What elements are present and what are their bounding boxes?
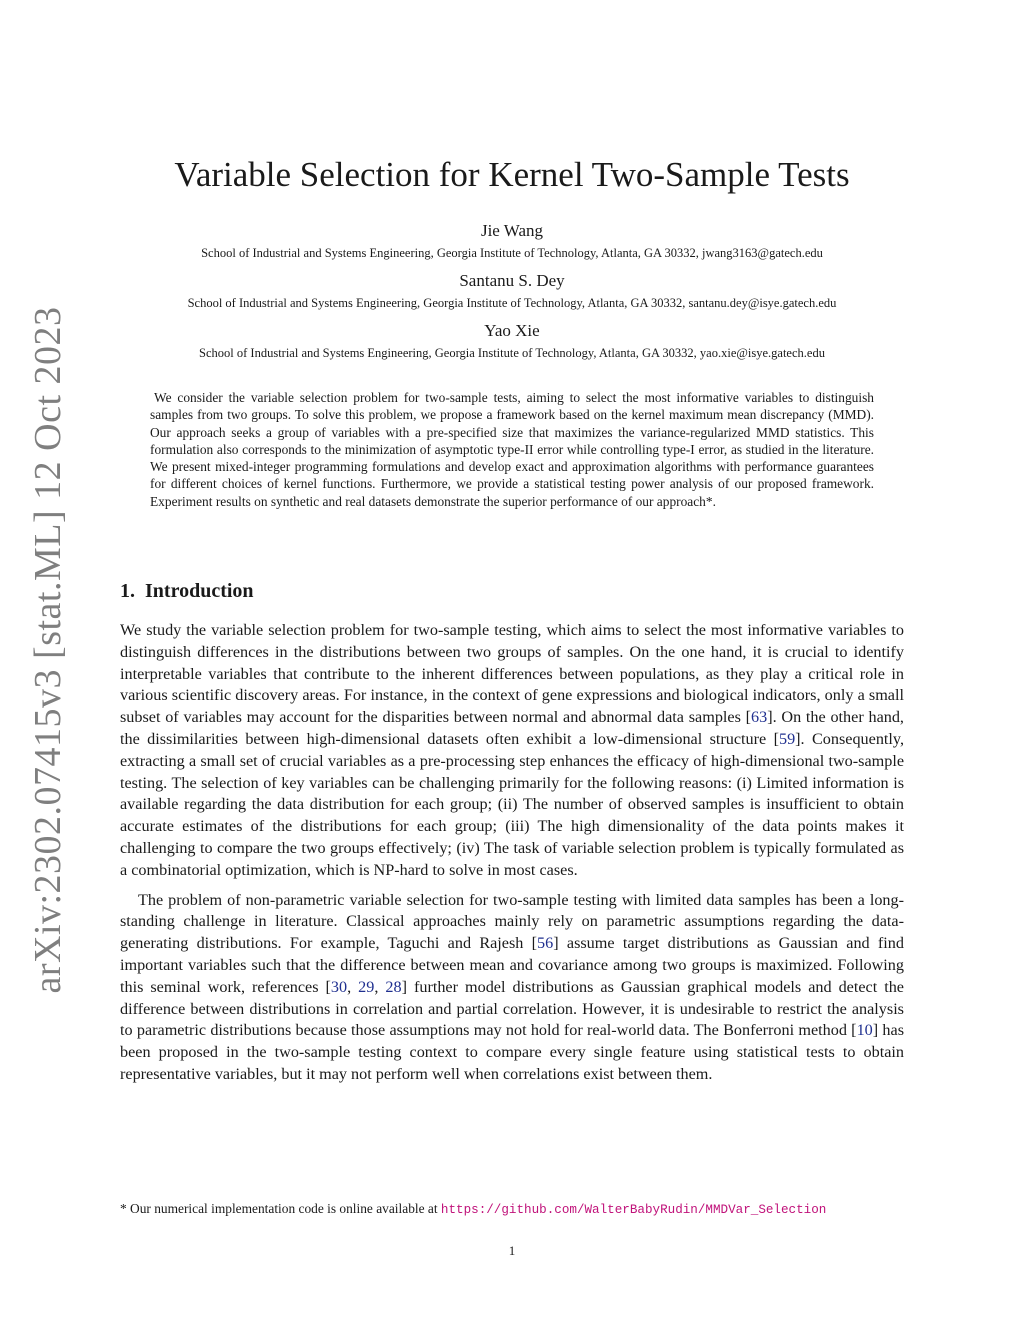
citation-link[interactable]: 63 — [751, 708, 768, 727]
paragraph-1 — [120, 620, 904, 882]
footnote-mark: * — [120, 1201, 127, 1216]
section-title: Introduction — [145, 580, 254, 602]
abstract: We consider the variable selection problem for two-sample tests, aiming to select the most informative variables to distinguish samples from two groups. To solve this problem, we propose a framework based on the kernel maximum mean discrepancy (MMD). Our approach seeks a group of variables with a pre-specified size that maximizes the variance-regularized MMD statistics. This formulation also corresponds to the minimization of asymptotic type-II error while controlling type-I error, as studied in the literature. We present mixed-integer programming formulations and develop exact and approximation algorithms with performance guarantees for different choices of kernel functions. Furthermore, we provide a statistical testing power analysis of our proposed framework. Experiment results on synthetic and real datasets demonstrate the superior performance of our approach*. — [150, 390, 874, 509]
paragraph-2 — [120, 890, 904, 1086]
citation-separator: , — [374, 977, 386, 996]
author-affiliation-2: School of Industrial and Systems Engineering, Georgia Institute of Technology, Atlanta, GA 30332, santanu.dey@isye.gatech.edu — [187, 296, 837, 310]
introduction-body — [120, 620, 904, 1094]
paragraph-2-text-b: ] assume target distributions as Gaussian and find important variables such that the difference between mean and covariance among two groups is maximized. Following this seminal work, references [ — [120, 934, 904, 996]
arxiv-identifier-stamp: arXiv:2302.07415v3 [stat.ML] 12 Oct 2023 — [27, 306, 69, 994]
paragraph-2-text-d: ] has been proposed in the two-sample testing context to compare every single feature using statistical tests to obtain representative variables, but it may not perform well when correlations exist between them. — [120, 1021, 904, 1083]
paragraph-2-text-c: ] further model distributions as Gaussian graphical models and detect the difference between distributions in correlation and partial correlation. However, it is undesirable to restrict the analysis to parametric distributions because those assumptions may not hold for real-world data. The Bonferroni method [ — [120, 977, 904, 1040]
citation-link[interactable]: 59 — [778, 729, 796, 748]
citation-link[interactable]: 10 — [856, 1021, 873, 1040]
footnote — [120, 1201, 920, 1217]
citation-separator: , — [347, 977, 359, 996]
paragraph-2-text-a: The problem of non-parametric variable selection for two-sample testing with limited data samples has been a long-standing challenge in literature. Classical approaches mainly rely on parametric assumptions regarding the data-generating distributions. For example, Taguchi and Rajesh [ — [120, 890, 904, 953]
page-number: 1 — [508, 1243, 516, 1258]
citation-link[interactable]: 56 — [537, 934, 554, 953]
paper-title: Variable Selection for Kernel Two-Sample Tests — [174, 155, 850, 194]
paragraph-1-text-c: ]. Consequently, extracting a small set of crucial variables as a pre-processing step enhances the efficacy of high-dimensional two-sample testing. The selection of key variables can be challenging primarily for the following reasons: (i) Limited information is available regarding the data distribution for each group; (ii) The number of observed samples is insufficient to obtain accurate estimates of the distributions for each group; (iii) The high dimensionality of the data points makes it challenging to compare the two groups effectively; (iv) The task of variable selection problem is typically formulated as a combinatorial optimization, which is NP-hard to solve in most cases. — [120, 729, 904, 879]
paragraph-1-text-a: We study the variable selection problem for two-sample testing, which aims to select the most informative variables to distinguish differences in the distributions between two groups of samples. On the one hand, it is crucial to identify interpretable variables that contribute to the inherent differences between populations, as they play a critical role in various scientific discovery areas. For instance, in the context of gene expressions and biological indicators, only a small subset of variables may account for the disparities between normal and abnormal data samples [ — [120, 621, 904, 727]
citation-link[interactable]: 30 — [330, 977, 348, 996]
code-repository-link[interactable]: https://github.com/WalterBabyRudin/MMDVar_Selection — [440, 1203, 827, 1217]
section-heading-introduction — [120, 580, 254, 603]
author-affiliation-1: School of Industrial and Systems Engineering, Georgia Institute of Technology, Atlanta, GA 30332, jwang3163@gatech.edu — [201, 246, 823, 260]
citation-link[interactable]: 28 — [385, 977, 402, 996]
paragraph-1-text-b: ]. On the other hand, the dissimilarities between high-dimensional datasets often exhibit a low-dimensional structure [ — [120, 708, 904, 748]
section-number: 1. — [120, 580, 135, 602]
author-name-3: Yao Xie — [484, 321, 540, 340]
author-name-2: Santanu S. Dey — [459, 271, 565, 290]
author-affiliation-3: School of Industrial and Systems Engineering, Georgia Institute of Technology, Atlanta, GA 30332, yao.xie@isye.gatech.edu — [199, 346, 825, 360]
author-name-1: Jie Wang — [480, 221, 544, 240]
citation-link[interactable]: 29 — [358, 977, 375, 996]
footnote-text: Our numerical implementation code is online available at — [126, 1201, 441, 1216]
